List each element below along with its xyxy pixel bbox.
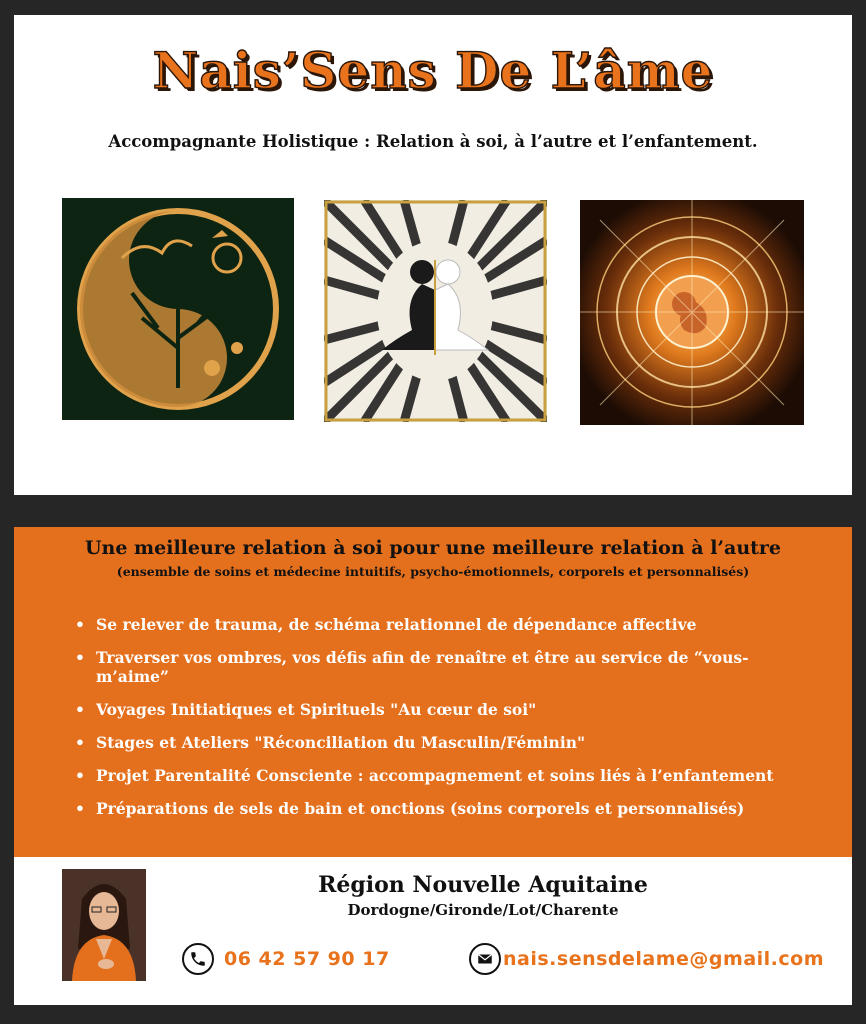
bullet: • bbox=[75, 766, 85, 785]
service-text: Traverser vos ombres, vos défis afin de renaître et être au service de “vous-m’aime” bbox=[96, 648, 749, 686]
info-card bbox=[14, 527, 852, 1005]
phone-icon bbox=[182, 943, 214, 975]
list-item bbox=[75, 766, 786, 785]
masculine-feminine-meditation-icon bbox=[324, 200, 547, 422]
tree-of-life-yin-yang-icon bbox=[62, 198, 294, 420]
phone-contact[interactable] bbox=[182, 943, 390, 975]
service-text: Se relever de trauma, de schéma relationnel de dépendance affective bbox=[96, 615, 697, 634]
list-item bbox=[75, 648, 786, 686]
header-card bbox=[14, 15, 852, 495]
service-text: Préparations de sels de bain et onctions (soins corporels et personnalisés) bbox=[96, 799, 745, 818]
tagline: Une meilleure relation à soi pour une meilleure relation à l’autre bbox=[84, 537, 782, 559]
services-list bbox=[75, 615, 786, 832]
email-address[interactable]: nais.sensdelame@gmail.com bbox=[503, 948, 824, 970]
list-item bbox=[75, 615, 786, 634]
bullet: • bbox=[75, 733, 85, 752]
region-title: Région Nouvelle Aquitaine bbox=[318, 872, 648, 898]
page-title: Nais’Sens De L’âme bbox=[152, 41, 714, 100]
bullet: • bbox=[75, 648, 85, 667]
service-text: Voyages Initiatiques et Spirituels "Au cœur de soi" bbox=[96, 700, 537, 719]
service-text: Stages et Ateliers "Réconciliation du Masculin/Féminin" bbox=[96, 733, 586, 752]
service-text: Projet Parentalité Consciente : accompagnement et soins liés à l’enfantement bbox=[96, 766, 774, 785]
email-contact[interactable] bbox=[469, 943, 824, 975]
tagline-note: (ensemble de soins et médecine intuitifs, psycho-émotionnels, corporels et personnalisés) bbox=[116, 564, 750, 579]
list-item bbox=[75, 799, 786, 818]
bullet: • bbox=[75, 799, 85, 818]
list-item bbox=[75, 733, 786, 752]
page-subtitle: Accompagnante Holistique : Relation à soi, à l’autre et l’enfantement. bbox=[108, 132, 758, 151]
services-panel bbox=[14, 527, 852, 857]
departments: Dordogne/Gironde/Lot/Charente bbox=[347, 901, 619, 919]
practitioner-photo bbox=[62, 869, 146, 981]
list-item bbox=[75, 700, 786, 719]
cosmic-fetus-icon bbox=[580, 200, 804, 425]
bullet: • bbox=[75, 700, 85, 719]
bullet: • bbox=[75, 615, 85, 634]
phone-number[interactable]: 06 42 57 90 17 bbox=[224, 948, 390, 970]
envelope-icon bbox=[469, 943, 501, 975]
